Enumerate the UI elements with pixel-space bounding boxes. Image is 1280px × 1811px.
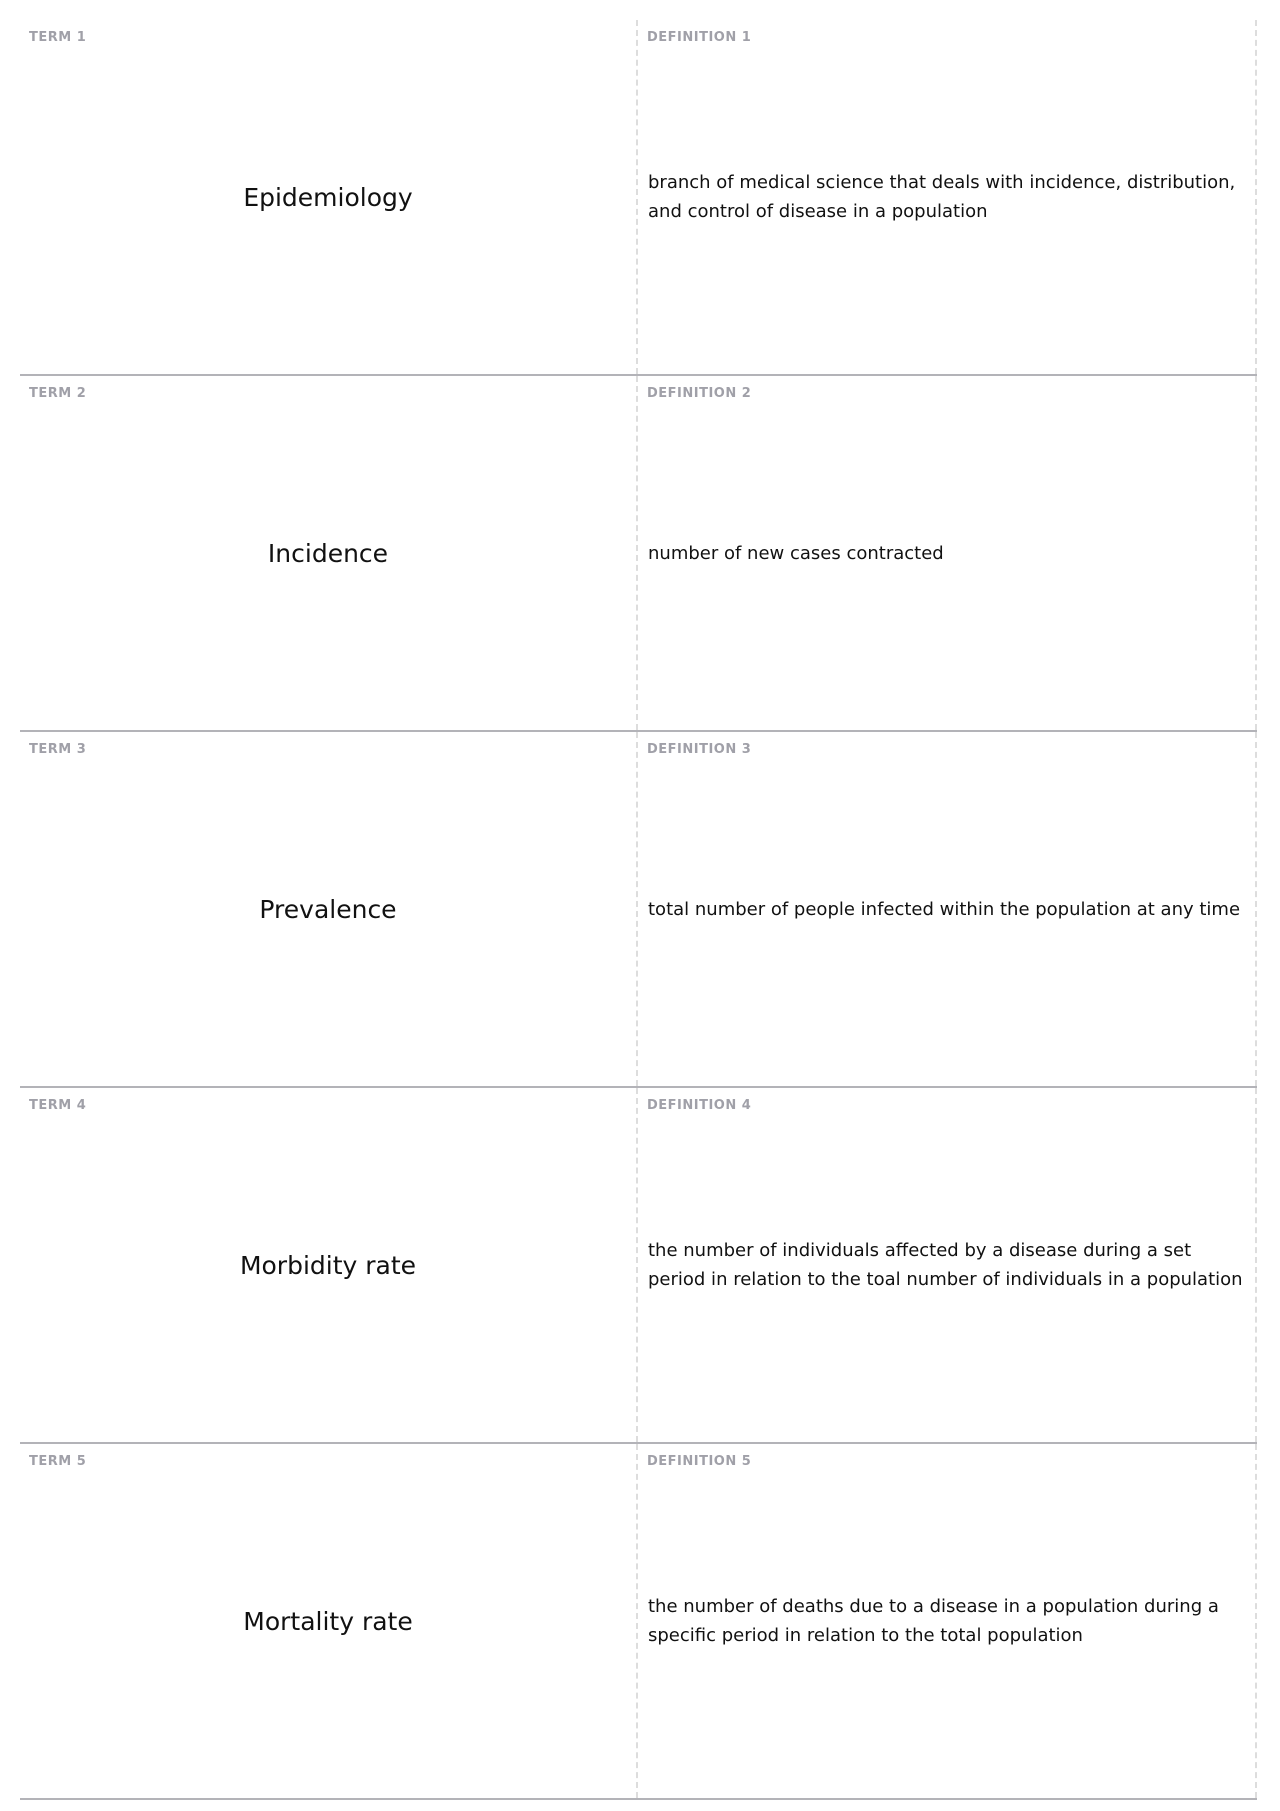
term-cell [20,1444,638,1798]
definition-label: DEFINITION 5 [647,1454,752,1469]
term-cell [20,376,638,730]
term-text: Incidence [267,538,389,568]
definition-text: total number of people infected within the population at any time [648,898,1241,920]
term-label: TERM 2 [29,386,87,401]
definition-text: the number of individuals affected by a disease during a set period in relation to the toal number of individuals in a population [648,1240,1243,1290]
term-text: Mortality rate [243,1606,413,1636]
definition-cell [638,1444,1257,1798]
term-label: TERM 4 [29,1098,87,1113]
definition-label: DEFINITION 4 [647,1098,752,1113]
definition-text: number of new cases contracted [648,542,944,564]
definition-text: the number of deaths due to a disease in a population during a specific period in relation to the total population [648,1596,1219,1646]
term-cell [20,1088,638,1442]
flashcard-sheet [20,20,1257,1800]
card-row [20,376,1257,732]
term-text: Morbidity rate [239,1250,417,1280]
term-label: TERM 5 [29,1454,87,1469]
definition-text: branch of medical science that deals with incidence, distribution, and control of disease in a population [648,172,1236,222]
definition-label: DEFINITION 2 [647,386,752,401]
term-label: TERM 3 [29,742,87,757]
term-text: Prevalence [259,894,397,924]
card-row [20,732,1257,1088]
term-cell [20,732,638,1086]
card-row [20,1088,1257,1444]
term-label: TERM 1 [29,30,87,45]
card-row [20,20,1257,376]
definition-cell [638,20,1257,374]
definition-cell [638,732,1257,1086]
term-cell [20,20,638,374]
term-text: Epidemiology [243,182,413,212]
definition-cell [638,376,1257,730]
definition-label: DEFINITION 1 [647,30,752,45]
card-row [20,1444,1257,1800]
definition-label: DEFINITION 3 [647,742,752,757]
definition-cell [638,1088,1257,1442]
